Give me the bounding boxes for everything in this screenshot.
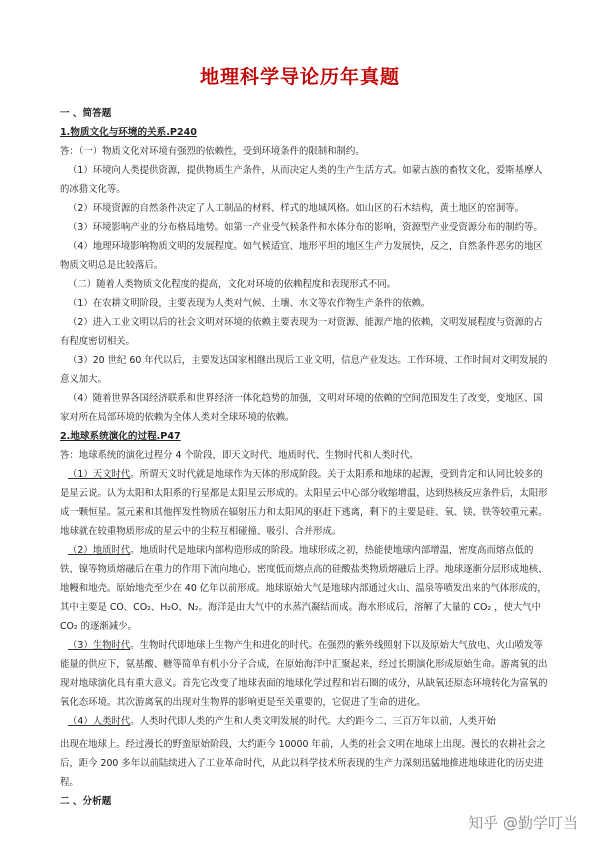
q1-para-0: 答：（一）物质文化对环境有强烈的依赖性，受到环境条件的限制和制约。 bbox=[60, 146, 365, 157]
stage-1-label: （1）天文时代 bbox=[68, 469, 131, 480]
content-bottom bbox=[60, 735, 548, 811]
section-heading-2: 二 、分析题 bbox=[60, 796, 112, 807]
stage-3-text: 。生物时代即地球上生物产生和进化的时代。在强烈的紫外线照射下以及原始大气放电、火山喷发等能量的供应下，氨基酸、糖等简单有机小分子合成，在原始海洋中汇聚起来，经过长期演化形成原始生命。游离氧的出现对地球演化具有重大意义。首先它改变了地球表面的地球化学过程和岩石圈的成分，从缺氧还原态环境转化为富氧的氧化态环境。其次游离氧的出现对生物界的影响更是至关重要的，它促进了生命的进化。 bbox=[60, 640, 548, 708]
q2-stage-2 bbox=[60, 541, 548, 636]
stage-1-text: 。所谓天文时代就是地球作为天体的形成阶段。关于太阳系和地球的起源，受到肯定和认同比较多的是星云说。认为太阳和太阳系的行星都是太阳星云形成的。太阳星云中心部分收缩增温，达到热核反应条件后，太阳形成一颗恒星。氢元素和其他挥发性物质在辐射压力和太阳风的驱赶下逃离，剩下的主要是硅、氧、镁、铁等较重元素。地球就在较重物质形成的星云中的尘粒互相碰撞、吸引、合并形成。 bbox=[60, 469, 548, 537]
content-top bbox=[60, 104, 548, 731]
question-1-title-text: 1.物质文化与环境的关系.P240 bbox=[60, 127, 197, 138]
stage-3-label: （3）生物时代 bbox=[68, 640, 131, 651]
q1-para-1: （1）环境向人类提供资源，提供物质生产条件，从而决定人类的生产生活方式。如蒙古族的畜牧文化，爱斯基摩人的冰猎文化等。 bbox=[60, 165, 543, 195]
q2-stage-3 bbox=[60, 636, 548, 712]
q1-para-3: （3）环境影响产业的分布格局地势。如第一产业受气候条件和水体分布的影响，资源型产业受资源分布的制约等。 bbox=[68, 222, 543, 233]
question-2-title bbox=[60, 427, 548, 446]
q1-para-8: （3）20 世纪 60 年代以后，主要发达国家相继出现后工业文明，信息产业发达。工作环境、工作时间对文明发展的意义加大。 bbox=[60, 355, 548, 385]
q2-tail: 出现在地球上。经过漫长的野蛮原始阶段，大约距今 10000 年前，人类的社会文明在地球上出现。漫长的农耕社会之后，距今 200 多年以前陆续进入了工业革命时代，从此以科学技术所表现的生产力深刻迅猛地推进地球进化的历史进程。 bbox=[60, 739, 546, 788]
q2-para-0: 答：地球系统的演化过程分 4 个阶段，即天文时代、地质时代、生物时代和人类时代。 bbox=[60, 450, 419, 461]
q2-stage-4 bbox=[60, 712, 548, 731]
page-title: 地理科学导论历年真题 bbox=[199, 66, 400, 88]
stage-4-text: 。人类时代即人类的产生和人类文明发展的时代。大约距今二、三百万年以前，人类开始 bbox=[130, 716, 496, 727]
question-1-title bbox=[60, 123, 548, 142]
q1-para-9: （4）随着世界各国经济联系和世界经济一体化趋势的加强，文明对环境的依赖的空间范围发生了改变，变地区、国家对所在局部环境的依赖为全体人类对全球环境的依赖。 bbox=[60, 393, 543, 423]
q1-para-4: （4）地理环境影响物质文明的发展程度。如气候适宜、地形平坦的地区生产力发展快，反之，自然条件恶劣的地区物质文明总是比较落后。 bbox=[60, 241, 543, 271]
watermark bbox=[468, 812, 578, 833]
stage-2-label: （2）地质时代 bbox=[68, 545, 131, 556]
q2-stage-1 bbox=[60, 465, 548, 541]
stage-4-label: （4）人类时代 bbox=[68, 716, 131, 727]
section-heading-1: 一 、简答题 bbox=[60, 108, 112, 119]
q1-para-7: （2）进入工业文明以后的社会文明对环境的依赖主要表现为一对资源、能源产地的依赖，文明发展程度与资源的占有程度密切相关。 bbox=[60, 317, 543, 347]
watermark-text: 知乎 @勤学叮当 bbox=[468, 814, 578, 832]
question-2-title-text: 2.地球系统演化的过程.P47 bbox=[60, 431, 181, 442]
q1-para-6: （1）在农耕文明阶段，主要表现为人类对气候、土壤、水文等农作物生产条件的依赖。 bbox=[68, 298, 431, 309]
q1-para-5: （二）随着人类物质文化程度的提高，文化对环境的依赖程度和表现形式不同。 bbox=[68, 279, 397, 290]
q1-para-2: （2）环境资源的自然条件决定了人工制品的材料、样式的地域风格。如山区的石木结构，黄土地区的窑洞等。 bbox=[68, 203, 524, 214]
stage-2-text: 。地质时代是地球内部构造形成的阶段。地球形成之初，热能使地球内部增温，密度高而熔点低的铁、镍等物质熔融后在重力的作用下流向地心，密度低而熔点高的硅酸盐类物质熔融后上浮。地球逐渐分层形成地核、地幔和地壳。原始地壳至少在 40 亿年以前形成。地球原始大气是地球内部通过火山、温泉等喷发出来的气体形成的，其中主要是 CO、CO₂、H₂O、N₂。海洋是由大气中的水蒸汽凝结而成。海水形成后，溶解了大量的 CO₂ ，使大气中 CO₂ 的逐渐减少。 bbox=[60, 545, 548, 632]
